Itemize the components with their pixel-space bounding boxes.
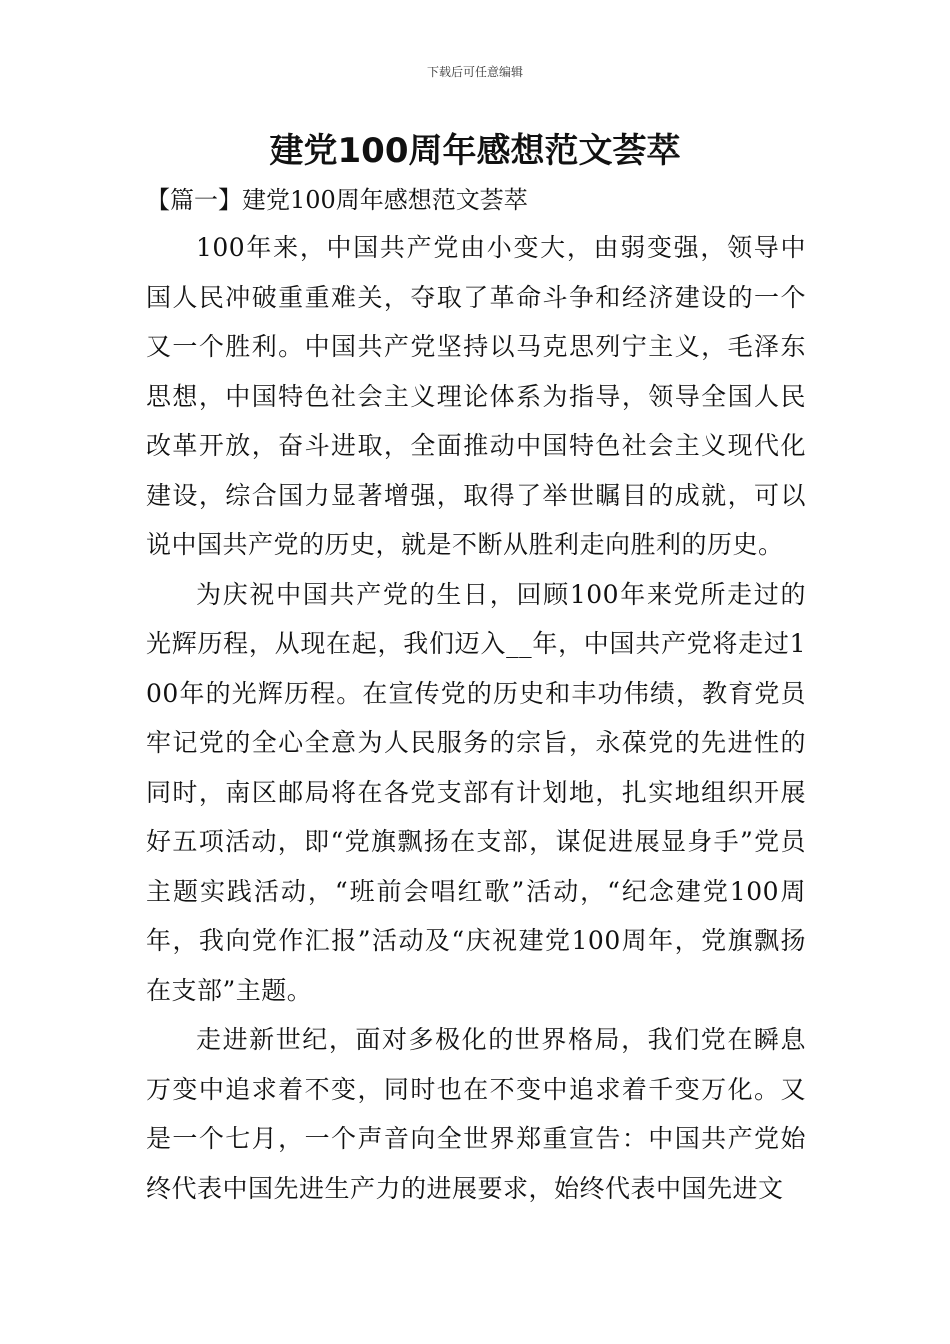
document-title: 建党100周年感想范文荟萃 [269,131,681,171]
section-heading: 【篇一】建党100周年感想范文荟萃 [146,186,528,214]
body-text [146,223,806,1213]
paragraph: 走进新世纪，面对多极化的世界格局，我们党在瞬息万变中追求着不变，同时也在不变中追求着千变万化。又是一个七月，一个声音向全世界郑重宣告：中国共产党始终代表中国先进生产力的进展要求，始终代表中国先进文 [146,1025,806,1203]
paragraph: 为庆祝中国共产党的生日，回顾100年来党所走过的光辉历程，从现在起，我们迈入__年，中国共产党将走过100年的光辉历程。在宣传党的历史和丰功伟绩，教育党员牢记党的全心全意为人民服务的宗旨，永葆党的先进性的同时，南区邮局将在各党支部有计划地，扎实地组织开展好五项活动，即“党旗飘扬在支部，谋促进展显身手”党员主题实践活动，“班前会唱红歌”活动，“纪念建党100周年，我向党作汇报”活动及“庆祝建党100周年，党旗飘扬在支部”主题。 [146,579,806,1005]
paragraph: 100年来，中国共产党由小变大，由弱变强，领导中国人民冲破重重难关，夺取了革命斗争和经济建设的一个又一个胜利。中国共产党坚持以马克思列宁主义，毛泽东思想，中国特色社会主义理论体系为指导，领导全国人民改革开放，奋斗进取，全面推动中国特色社会主义现代化建设，综合国力显著增强，取得了举世瞩目的成就，可以说中国共产党的历史，就是不断从胜利走向胜利的历史。 [146,233,806,559]
page-header-note: 下载后可任意编辑 [426,65,523,79]
